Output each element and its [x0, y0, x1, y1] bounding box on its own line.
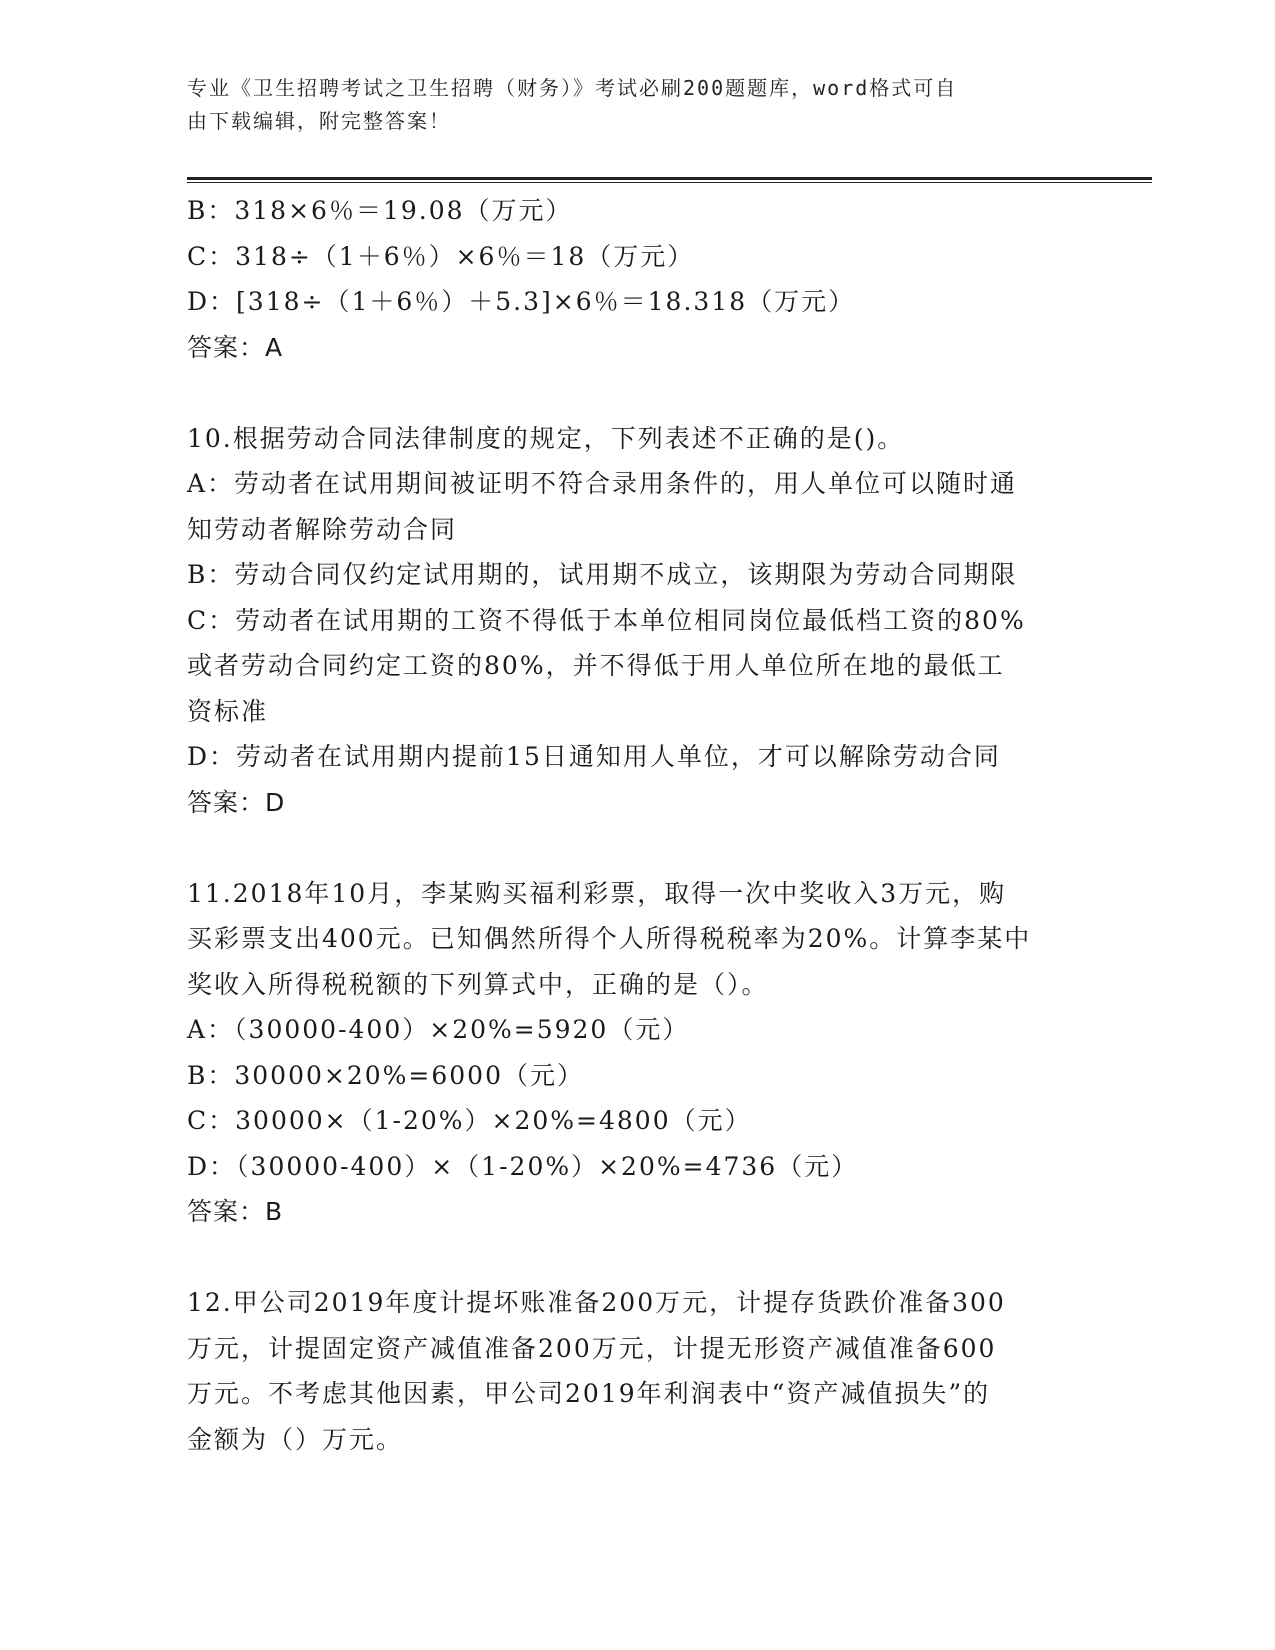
header-title-line-2: 由下载编辑，附完整答案！ — [187, 109, 451, 133]
option-c-line-2: 或者劳动合同约定工资的80%，并不得低于用人单位所在地的最低工 — [187, 651, 1005, 680]
option-c: C：30000×（1-20%）×20%=4800（元） — [187, 1106, 752, 1135]
option-a: A：（30000-400）×20%=5920（元） — [187, 1015, 690, 1044]
question-stem-line-2: 买彩票支出400元。已知偶然所得个人所得税税率为20%。计算李某中 — [187, 924, 1032, 953]
question-stem-line-4: 金额为（）万元。 — [187, 1424, 404, 1454]
spacer — [187, 1235, 1087, 1281]
question-stem: 10.根据劳动合同法律制度的规定，下列表述不正确的是()。 — [187, 423, 905, 453]
question-12 — [187, 1280, 1087, 1462]
option-b: B：30000×20%=6000（元） — [187, 1060, 584, 1090]
header-divider-thin — [187, 182, 1152, 183]
question-stem-line-3: 奖收入所得税税额的下列算式中，正确的是（）。 — [187, 969, 769, 999]
option-d: D：（30000-400）×（1-20%）×20%=4736（元） — [187, 1151, 859, 1181]
question-stem-line-1: 11.2018年10月，李某购买福利彩票，取得一次中奖收入3万元，购 — [187, 878, 1007, 908]
header-divider-thick — [187, 177, 1152, 180]
header-title-line-1: 专业《卫生招聘考试之卫生招聘（财务）》考试必刷200题题库，word格式可自 — [187, 76, 958, 100]
option-b: B：劳动合同仅约定试用期的，试用期不成立，该期限为劳动合同期限 — [187, 560, 1018, 589]
option-b: B：318×6％＝19.08（万元） — [187, 196, 573, 225]
option-d: D：劳动者在试用期内提前15日通知用人单位，才可以解除劳动合同 — [187, 742, 1001, 771]
question-11 — [187, 871, 1087, 1235]
option-a-line-1: A：劳动者在试用期间被证明不符合录用条件的，用人单位可以随时通 — [187, 469, 1018, 498]
spacer — [187, 370, 1087, 416]
question-stem-line-1: 12.甲公司2019年度计提坏账准备200万元，计提存货跌价准备300 — [187, 1288, 1006, 1317]
spacer — [187, 825, 1087, 871]
answer: 答案：B — [187, 1197, 284, 1226]
answer: 答案：A — [187, 332, 284, 362]
question-9 — [187, 188, 1087, 370]
answer: 答案：D — [187, 787, 286, 817]
option-a-line-2: 知劳动者解除劳动合同 — [187, 514, 458, 544]
question-10 — [187, 416, 1087, 826]
option-c-line-3: 资标准 — [187, 696, 269, 726]
question-stem-line-3: 万元。不考虑其他因素，甲公司2019年利润表中“资产减值损失”的 — [187, 1379, 991, 1408]
option-c: C：318÷（1＋6％）×6％＝18（万元） — [187, 241, 695, 271]
option-c-line-1: C：劳动者在试用期的工资不得低于本单位相同岗位最低档工资的80% — [187, 605, 1026, 635]
document-body — [187, 188, 1087, 1462]
page-header — [187, 72, 1087, 138]
option-d: D：[318÷（1＋6％）＋5.3]×6％＝18.318（万元） — [187, 287, 856, 316]
question-stem-line-2: 万元，计提固定资产减值准备200万元，计提无形资产减值准备600 — [187, 1333, 997, 1363]
